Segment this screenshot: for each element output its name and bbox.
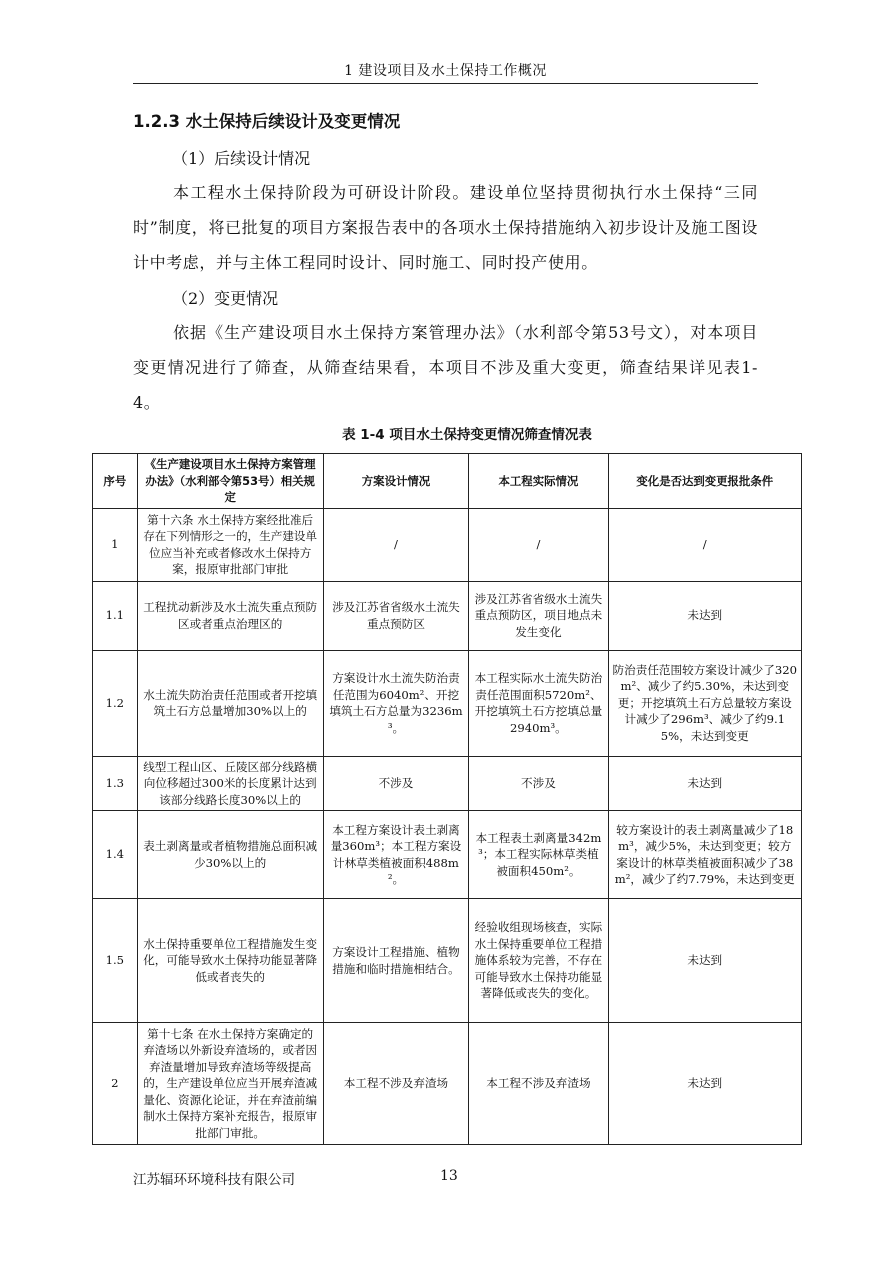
cell-regulation: 第十七条 在水土保持方案确定的弃渣场以外新设弃渣场的，或者因弃渣量增加导致弃渣场等级提高的，生产建设单位应当开展弃渣减量化、资源化论证，并在弃渣前编制水土保持方案补充报告，报原审批部门审批。 [137, 1023, 323, 1145]
paragraph-follow-up-design: 本工程水土保持阶段为可研设计阶段。建设单位坚持贯彻执行水土保持“三同时”制度，将已批复的项目方案报告表中的各项水土保持措施纳入初步设计及施工图设计中考虑，并与主体工程同时设计、同时施工、同时投产使用。 [133, 183, 758, 272]
subheading-changes: （2）变更情况 [172, 289, 279, 308]
cell-plan-design: 涉及江苏省省级水土流失重点预防区 [323, 581, 469, 650]
cell-regulation: 水土保持重要单位工程措施发生变化，可能导致水土保持功能显著降低或者丧失的 [137, 899, 323, 1023]
footer-company-name: 江苏辐环环境科技有限公司 [133, 1172, 295, 1188]
paragraph-changes: 依据《生产建设项目水土保持方案管理办法》（水利部令第53号文），对本项目变更情况进行了筛查，从筛查结果看，本项目不涉及重大变更，筛查结果详见表1-4。 [133, 323, 758, 412]
header-rule [133, 83, 758, 84]
cell-actual: 经验收组现场核查，实际水土保持重要单位工程措施体系较为完善，不存在可能导致水土保持功能显著降低或丧失的变化。 [469, 899, 608, 1023]
table-row [93, 756, 802, 811]
table-row [93, 899, 802, 1023]
cell-plan-design: / [323, 508, 469, 581]
cell-actual: 本工程表土剥离量342m³；本工程实际林草类植被面积450m²。 [469, 811, 608, 899]
table-header-row [93, 454, 802, 509]
table-row [93, 650, 802, 756]
cell-actual: 本工程不涉及弃渣场 [469, 1023, 608, 1145]
change-screening-table [92, 453, 802, 1145]
cell-plan-design: 不涉及 [323, 756, 469, 811]
cell-threshold: / [608, 508, 801, 581]
cell-regulation: 表土剥离量或者植物措施总面积减少30%以上的 [137, 811, 323, 899]
cell-regulation: 工程扰动新涉及水土流失重点预防区或者重点治理区的 [137, 581, 323, 650]
cell-plan-design: 本工程不涉及弃渣场 [323, 1023, 469, 1145]
table-caption: 表 1-4 项目水土保持变更情况筛查情况表 [342, 427, 592, 443]
cell-number: 1.3 [93, 756, 138, 811]
cell-regulation: 第十六条 水土保持方案经批准后存在下列情形之一的，生产建设单位应当补充或者修改水土保持方案，报原审批部门审批 [137, 508, 323, 581]
cell-threshold: 未达到 [608, 899, 801, 1023]
header-cell-threshold: 变化是否达到变更报批条件 [608, 454, 801, 509]
header-cell-number: 序号 [93, 454, 138, 509]
running-header: 1 建设项目及水土保持工作概况 [344, 63, 547, 79]
table-row [93, 508, 802, 581]
header-cell-plan-design: 方案设计情况 [323, 454, 469, 509]
table-row [93, 811, 802, 899]
cell-actual: 不涉及 [469, 756, 608, 811]
table-row [93, 1023, 802, 1145]
cell-number: 1.4 [93, 811, 138, 899]
footer-page-number: 13 [440, 1168, 458, 1184]
cell-plan-design: 方案设计工程措施、植物措施和临时措施相结合。 [323, 899, 469, 1023]
cell-threshold: 未达到 [608, 756, 801, 811]
cell-actual: / [469, 508, 608, 581]
cell-number: 2 [93, 1023, 138, 1145]
cell-number: 1.1 [93, 581, 138, 650]
cell-regulation: 水土流失防治责任范围或者开挖填筑土石方总量增加30%以上的 [137, 650, 323, 756]
subheading-follow-up-design: （1）后续设计情况 [172, 149, 311, 168]
cell-threshold: 较方案设计的表土剥离量减少了18m³，减少5%，未达到变更；较方案设计的林草类植被面积减少了38m²，减少了约7.79%，未达到变更 [608, 811, 801, 899]
header-cell-regulation: 《生产建设项目水土保持方案管理办法》（水利部令第53号）相关规定 [137, 454, 323, 509]
cell-number: 1 [93, 508, 138, 581]
cell-number: 1.2 [93, 650, 138, 756]
cell-plan-design: 本工程方案设计表土剥离量360m³；本工程方案设计林草类植被面积488m²。 [323, 811, 469, 899]
cell-number: 1.5 [93, 899, 138, 1023]
cell-actual: 涉及江苏省省级水土流失重点预防区，项目地点未发生变化 [469, 581, 608, 650]
table-row [93, 581, 802, 650]
cell-threshold: 未达到 [608, 1023, 801, 1145]
cell-threshold: 防治责任范围较方案设计减少了320m²、减少了约5.30%，未达到变更；开挖填筑土石方总量较方案设计减少了296m³、减少了约9.15%，未达到变更 [608, 650, 801, 756]
cell-actual: 本工程实际水土流失防治责任范围面积5720m²、开挖填筑土石方挖填总量2940m³。 [469, 650, 608, 756]
cell-regulation: 线型工程山区、丘陵区部分线路横向位移超过300米的长度累计达到该部分线路长度30%以上的 [137, 756, 323, 811]
section-title: 1.2.3 水土保持后续设计及变更情况 [133, 112, 401, 131]
cell-threshold: 未达到 [608, 581, 801, 650]
header-cell-actual: 本工程实际情况 [469, 454, 608, 509]
cell-plan-design: 方案设计水土流失防治责任范围为6040m²、开挖填筑土石方总量为3236m³。 [323, 650, 469, 756]
